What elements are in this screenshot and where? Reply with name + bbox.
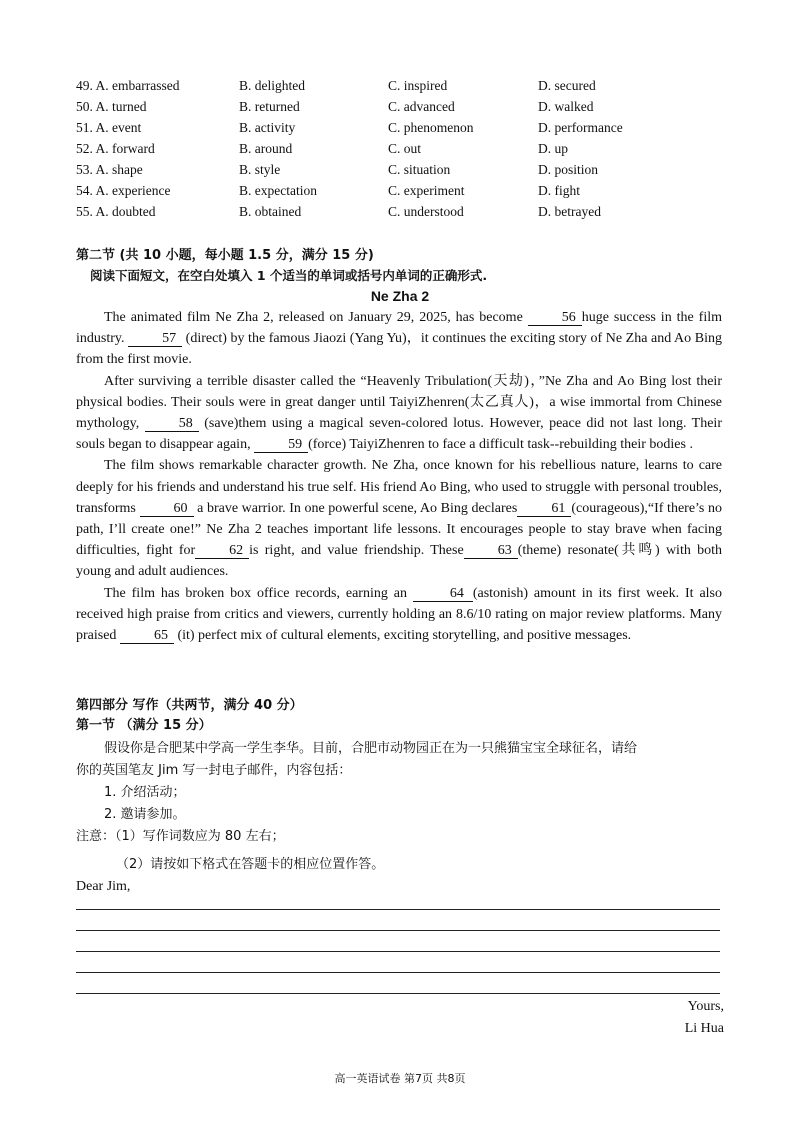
option-c: C. phenomenon (388, 120, 474, 135)
passage-title: Ne Zha 2 (370, 288, 430, 304)
salutation: Dear Jim, (76, 879, 131, 894)
option-b: B. obtained (239, 204, 302, 219)
option-c: C. situation (388, 162, 451, 177)
passage-paragraph: The film has broken box office records, earning an 64 (astonish) amount in its first week. It also received high praise from critics and viewers, currently holding an 8.6/10 rating on major review platforms. Many praised 65 (it) perfect mix of cultural elements, exciting storytelling, and positive messages. (76, 585, 722, 644)
writing-line[interactable] (76, 951, 720, 952)
option-d: D. walked (538, 99, 594, 114)
passage (76, 307, 722, 646)
option-d: D. fight (538, 183, 580, 198)
option-c: C. understood (388, 204, 464, 219)
writing-prompt-line: 假设你是合肥某中学高一学生李华。目前，合肥市动物园正在为一只熊猫宝宝全球征名，请给 (104, 741, 638, 756)
option-d: D. betrayed (538, 204, 601, 219)
option-a: 53. A. shape (76, 162, 143, 177)
section-heading: 第二节 (共 10 小题，每小题 1.5 分，满分 15 分) (76, 248, 374, 263)
answer-blank-62[interactable]: 62 (195, 543, 249, 559)
option-b: B. expectation (239, 183, 317, 198)
option-c: C. experiment (388, 183, 465, 198)
option-a: 55. A. doubted (76, 204, 156, 219)
option-d: D. up (538, 141, 568, 156)
answer-blank-60[interactable]: 60 (140, 501, 194, 517)
passage-paragraph: The film shows remarkable character growth. Ne Zha, once known for his rebellious nature, learns to care deeply for his friends and understand his true self. His friend Ao Bing, who used to struggle with personal troubles, transforms 60 a brave warrior. In one powerful scene, Ao Bing declares 61 (courageous),“If there’s no path, I’ll create one!” Ne Zha 2 teaches important life lessons. It encourages people to stay brave when facing difficulties, fight for 62 is right, and value friendship. These 63 (theme) resonate(共鸣) with both young and adult audiences. (76, 458, 722, 580)
passage-paragraph: The animated film Ne Zha 2, released on January 29, 2025, has become 56 huge success in the film industry. 57 (direct) by the famous Jiaozi (Yang Yu)，it continues the exciting story of Ne Zha and Ao Bing from the first movie. (76, 310, 722, 368)
option-c: C. inspired (388, 78, 448, 93)
option-c: C. out (388, 141, 422, 156)
option-b: B. style (239, 162, 281, 177)
writing-line[interactable] (76, 909, 720, 910)
writing-line[interactable] (76, 930, 720, 931)
option-d: D. performance (538, 120, 623, 135)
answer-blank-56[interactable]: 56 (528, 310, 582, 326)
writing-line[interactable] (76, 972, 720, 973)
answer-blank-63[interactable]: 63 (464, 543, 518, 559)
option-b: B. around (239, 141, 293, 156)
answer-blank-57[interactable]: 57 (128, 331, 182, 347)
option-b: B. delighted (239, 78, 305, 93)
answer-blank-59[interactable]: 59 (254, 437, 308, 453)
option-a: 50. A. turned (76, 99, 147, 114)
answer-blank-61[interactable]: 61 (517, 501, 571, 517)
option-a: 54. A. experience (76, 183, 171, 198)
section-instruction: 阅读下面短文，在空白处填入 1 个适当的单词或括号内单词的正确形式. (90, 268, 488, 283)
writing-prompt-line: 你的英国笔友 Jim 写一封电子邮件，内容包括： (76, 763, 352, 778)
page-footer: 高一英语试卷 第7页 共8页 (334, 1072, 466, 1085)
passage-paragraph: After surviving a terrible disaster called the “Heavenly Tribulation(天劫)，”Ne Zha and Ao Bing lost their physical bodies. Their souls were in great danger until TaiyiZhenren(太乙真人)，a wise immortal from Chinese mythology, 58 (save)them using a magical seven-colored lotus. However, peace did not last long. Their souls began to disappear again, 59 (force) TaiyiZhenren to face a difficult task--rebuilding their bodies . (76, 373, 722, 453)
option-b: B. activity (239, 120, 296, 135)
writing-point: 1. 介绍活动； (104, 785, 186, 800)
option-d: D. secured (538, 78, 596, 93)
answer-blank-58[interactable]: 58 (145, 416, 199, 432)
option-b: B. returned (239, 99, 300, 114)
writing-point: 2. 邀请参加。 (104, 807, 186, 822)
option-a: 51. A. event (76, 120, 142, 135)
answer-blank-64[interactable]: 64 (413, 586, 473, 602)
writing-note: 注意：（1）写作词数应为 80 左右； (76, 829, 285, 844)
writing-note: （2）请按如下格式在答题卡的相应位置作答。 (116, 857, 385, 872)
writing-section-heading: 第一节 （满分 15 分） (76, 718, 212, 733)
part4-heading: 第四部分 写作（共两节，满分 40 分） (76, 698, 303, 713)
option-d: D. position (538, 162, 599, 177)
closing: Yours, (687, 999, 724, 1014)
option-a: 49. A. embarrassed (76, 78, 180, 93)
option-c: C. advanced (388, 99, 455, 114)
signature: Li Hua (684, 1021, 724, 1036)
answer-blank-65[interactable]: 65 (120, 628, 174, 644)
writing-line[interactable] (76, 993, 720, 994)
option-a: 52. A. forward (76, 141, 155, 156)
